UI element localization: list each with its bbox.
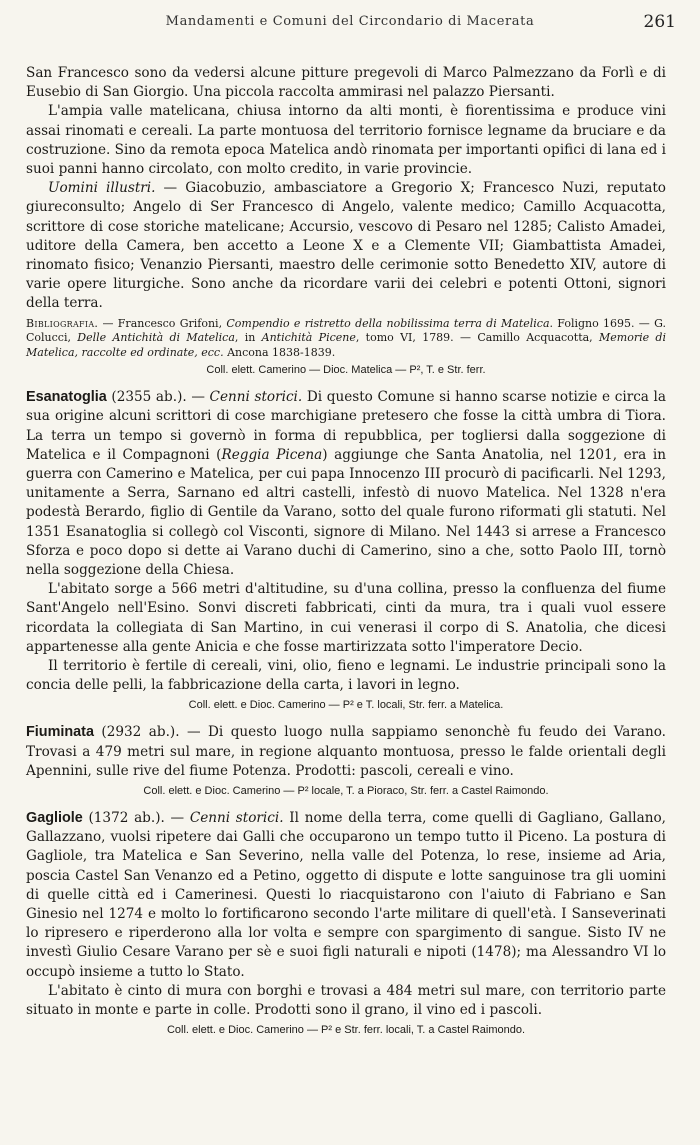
bibliography-title: Memorie di Matelica, raccolte ed ordinate, ecc. (26, 331, 666, 359)
esanatoglia-paragraph-2: L'abitato sorge a 566 metri d'altitudine, su d'una collina, presso la confluenza del fiume Sant'Angelo nell'Esino. Sonvi discreti fabbricati, cinti da mura, tra i quali vuol essere ricordata la collegiata di San Martino, in cui venerasi il corpo di S. Anatolia, che dicesi appartenesse alla gente Anicia e che fosse martirizzata sotto l'imperatore Decio. (26, 581, 666, 655)
historical-notes-title: Cenni storici. (189, 810, 284, 826)
bibliography-text: Ancona 1838-1839. (223, 345, 336, 359)
bibliography-text: . Foligno 1695. — G. Colucci, (26, 316, 666, 345)
entry-text: ) aggiunge che Santa Anatolia, nel 1201, era in guerra con Camerino e Matelica, per cui papa Innocenzo III procurò di pacificarli. Nel 1293, unitamente a Serra, Sarnano ed altri castelli, infestò di nuovo Matelica. Nel 1328 n'era podestà Berardo, figlio di Gentile da Varano, sotto del quale furono riformati gli statuti. Nel 1351 Esanatoglia si collegò col Visconti, signore di Milano. Nel 1443 si arrese a Francesco Sforza e poco dopo si dette ai Varano duchi di Camerino, sino a che, sotto Paolo III, tornò nella soggezione della Chiesa. (26, 446, 666, 578)
entry-text: Il nome della terra, come quelli di Gagliano, Gallano, Gallazzano, vuolsi ripetere dai Galli che occuparono un tempo tutto il Piceno. La postura di Gagliole, tra Matelica e San Severino, nella valle del Potenza, lo rese, insieme ad Aria, poscia Castel San Venanzo ed a Petino, oggetto di dispute e lotte sanguinose tra gli uomini di quelle città ed i Camerinesi. Questi lo riacquistarono con l'aiuto di Fabriano e San Ginesio nel 1274 e molto lo fortificarono secondo l'arte militare di quell'età. I Sanseverinati lo ripresero e riperderono alla lor volta e sempre con spargimento di sangue. Sisto IV ne investì Giulio Cesare Varano per sè e suoi figli naturali e nipoti (1478); ma Alessandro VI lo occupò insieme a tutto lo Stato. (26, 810, 666, 980)
matelica-paragraph-2: L'ampia valle matelicana, chiusa intorno da alti monti, è fiorentissima e produce vini assai rinomati e cereali. La parte montuosa del territorio fornisce legname da bruciare e da costruzione. Sino da remota epoca Matelica andò rinomata per importanti opifici di lana ed i suoi panni hanno circolato, con molto credito, in varie provincie. (26, 103, 666, 178)
matelica-paragraph-1: San Francesco sono da vedersi alcune pitture pregevoli di Marco Palmezzano da Forlì e di Eusebio di San Giorgio. Una piccola raccolta ammirasi nel palazzo Piersanti. (26, 65, 666, 101)
population-text: (2355 ab.). — (106, 389, 210, 406)
entry-text: Di questo Comune si hanno scarse notizie e circa la sua origine alcuni scrittori di cose marchigiane pretesero che fosse la città umbra di Tiora. La terra un tempo si governò in forma di repubblica, per togliersi dalla soggezione di Matelica e il Compagnoni ( (26, 389, 666, 463)
matelica-bibliography (26, 317, 666, 361)
gagliole-colls: Coll. elett. e Dioc. Camerino — P² e Str. ferr. locali, T. a Castel Raimondo. (166, 1024, 526, 1037)
cited-work-title: Reggia Picena (221, 446, 323, 463)
illustrious-men-text: — Giacobuzio, ambasciatore a Gregorio X; Francesco Nuzi, reputato giureconsulto; Angelo di Ser Francesco di Angelo, valente medico; Camillo Acquacotta, scrittore di cose storiche matelicane; Accursio, vescovo di Pesaro nel 1285; Calisto Amadei, uditore della Camera, ben accetto a Leone X e a Clemente VII; Giambattista Amadei, rinomato fisico; Venanzio Piersanti, maestro delle cerimonie sotto Benedetto XIV, autore di varie opere liturgiche. Sono anche da ricordare varii dei celebri e potenti Ottoni, signori della terra. (26, 180, 666, 312)
esanatoglia-entry (26, 388, 666, 580)
population-text: (1372 ab.). — (82, 810, 190, 826)
entry-heading: Gagliole (26, 810, 83, 826)
gagliole-entry (26, 809, 666, 982)
matelica-illustrious-men (26, 179, 666, 313)
entry-heading: Fiuminata (26, 724, 94, 741)
running-title: Mandamenti e Comuni del Circondario di Macerata (165, 14, 535, 29)
historical-notes-title: Cenni storici. (209, 389, 303, 406)
bibliography-title: Compendio e ristretto della nobilissima terra di Matelica (226, 316, 550, 330)
illustrious-men-title: Uomini illustri. (48, 180, 156, 197)
body-text (26, 64, 666, 1048)
fiuminata-entry (26, 723, 666, 781)
entry-heading: Esanatoglia (26, 389, 107, 406)
page-header (0, 12, 700, 34)
bibliography-title: Antichità Picene (261, 331, 356, 345)
bibliography-text: , in (234, 331, 262, 345)
esanatoglia-paragraph-3: Il territorio è fertile di cereali, vini, olio, fieno e legnami. Le industrie principali sono la concia delle pelli, la fabbricazione della carta, i lavori in legno. (26, 657, 666, 694)
bibliography-label: Bibliografia. (26, 316, 99, 330)
bibliography-title: Delle Antichità di Matelica (77, 331, 235, 345)
bibliography-text: , tomo VI, 1789. — Camillo Acquacotta, (355, 331, 599, 345)
gagliole-paragraph-2: L'abitato è cinto di mura con borghi e trovasi a 484 metri sul mare, con territorio parte situato in monte e parte in colle. Prodotti sono il grano, il vino ed i pascoli. (26, 982, 666, 1019)
bibliography-text: — Francesco Grifoni, (98, 316, 227, 330)
page-number: 261 (643, 12, 676, 32)
esanatoglia-colls: Coll. elett. e Dioc. Camerino — P² e T. locali, Str. ferr. a Matelica. (188, 699, 504, 712)
matelica-colls: Coll. elett. Camerino — Dioc. Matelica — P², T. e Str. ferr. (206, 364, 486, 377)
fiuminata-colls: Coll. elett. e Dioc. Camerino — P² locale, T. a Pioraco, Str. ferr. a Castel Raimondo. (143, 785, 549, 797)
entry-text: (2932 ab.). — Di questo luogo nulla sappiamo senonchè fu feudo dei Varano. Trovasi a 479 metri sul mare, in regione alquanto montuosa, presso le falde orientali degli Apennini, sulle rive del fiume Potenza. Prodotti: pascoli, cereali e vino. (26, 724, 666, 779)
